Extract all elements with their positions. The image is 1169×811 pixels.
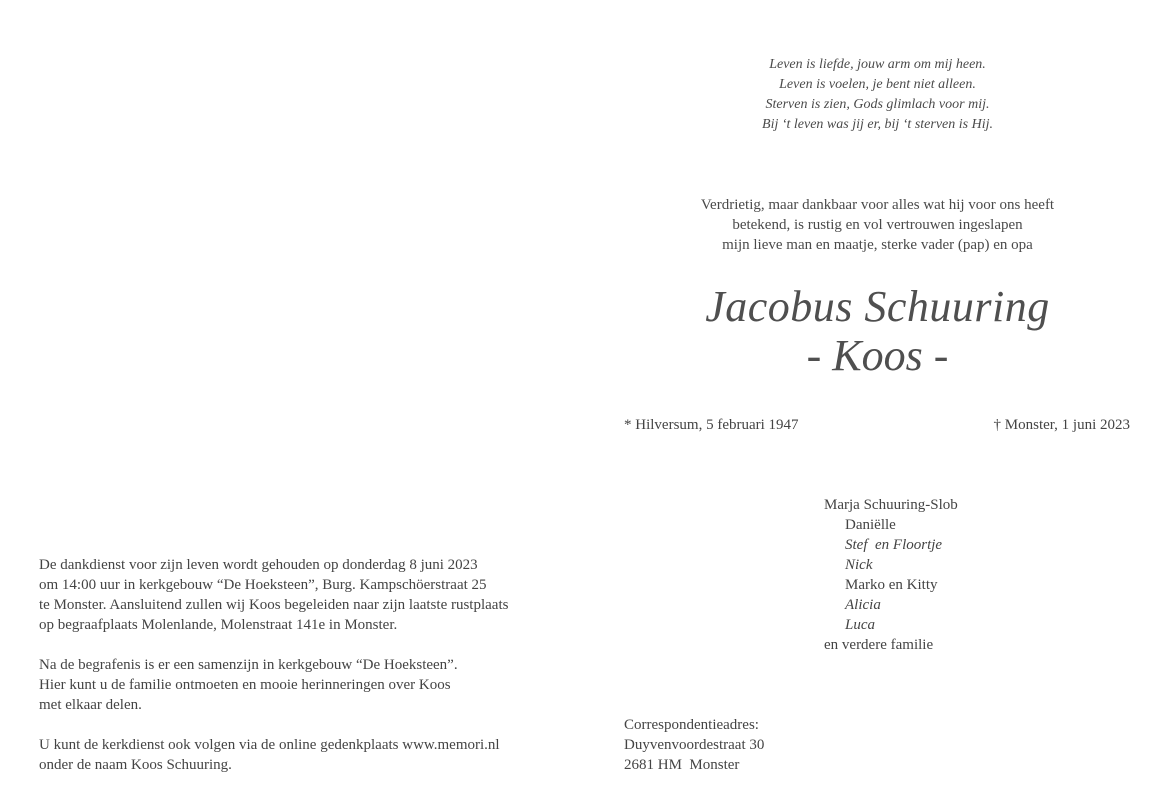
correspondence-address xyxy=(624,715,764,775)
announcement-text xyxy=(640,195,1115,255)
correspondence-city: 2681 HM Monster xyxy=(624,757,740,773)
service-line: te Monster. Aansluitend zullen wij Koos begeleiden naar zijn laatste rustplaats xyxy=(39,597,509,613)
death-info: † Monster, 1 juni 2023 xyxy=(993,417,1130,433)
poem-line: Leven is voelen, je bent niet alleen. xyxy=(779,77,976,92)
poem-line: Leven is liefde, jouw arm om mij heen. xyxy=(769,57,986,72)
announcement-line: mijn lieve man en maatje, sterke vader (pap) en opa xyxy=(722,237,1033,253)
family-list xyxy=(824,495,958,655)
deceased-nickname: - Koos - xyxy=(806,331,949,380)
family-member: Marko en Kitty xyxy=(845,577,938,593)
paragraph-gap xyxy=(39,635,508,655)
poem xyxy=(640,55,1115,135)
family-member: Luca xyxy=(845,617,875,633)
service-info xyxy=(39,555,508,775)
announcement-line: betekend, is rustig en vol vertrouwen ingeslapen xyxy=(732,217,1023,233)
correspondence-label: Correspondentieadres: xyxy=(624,717,759,733)
livestream-line: U kunt de kerkdienst ook volgen via de online gedenkplaats www.memori.nl xyxy=(39,737,500,753)
announcement-line: Verdrietig, maar dankbaar voor alles wat hij voor ons heeft xyxy=(700,197,1055,213)
gathering-line: met elkaar delen. xyxy=(39,697,142,713)
family-member: en verdere familie xyxy=(824,637,934,653)
family-member: Alicia xyxy=(845,597,881,613)
service-line: De dankdienst voor zijn leven wordt gehouden op donderdag 8 juni 2023 xyxy=(39,557,478,573)
family-member: Stef en Floortje xyxy=(845,537,943,553)
correspondence-street: Duyvenvoordestraat 30 xyxy=(624,737,765,753)
birth-info: * Hilversum, 5 februari 1947 xyxy=(624,417,799,433)
deceased-name: Jacobus Schuuring xyxy=(705,282,1050,331)
gathering-line: Hier kunt u de familie ontmoeten en mooie herinneringen over Koos xyxy=(39,677,451,693)
livestream-line: onder de naam Koos Schuuring. xyxy=(39,757,232,773)
family-member: Nick xyxy=(845,557,873,573)
poem-line: Bij ‘t leven was jij er, bij ‘t sterven is Hij. xyxy=(762,117,993,132)
gathering-line: Na de begrafenis is er een samenzijn in kerkgebouw “De Hoeksteen”. xyxy=(39,657,458,673)
service-line: op begraafplaats Molenlande, Molenstraat 141e in Monster. xyxy=(39,617,398,633)
poem-line: Sterven is zien, Gods glimlach voor mij. xyxy=(765,97,990,112)
family-member: Daniëlle xyxy=(845,517,896,533)
service-line: om 14:00 uur in kerkgebouw “De Hoeksteen”, Burg. Kampschöerstraat 25 xyxy=(39,577,487,593)
paragraph-gap xyxy=(39,715,508,735)
family-member: Marja Schuuring-Slob xyxy=(824,497,958,513)
